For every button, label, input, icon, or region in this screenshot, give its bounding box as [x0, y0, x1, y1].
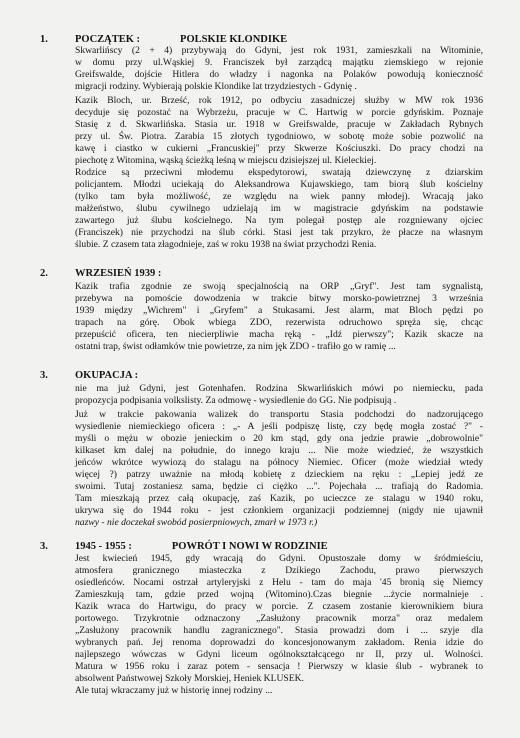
text-line: absolwent Państwowej Szkoły Morskiej, Heniek KLUSEK. — [75, 673, 304, 684]
section-title-main: POCZĄTEK : — [75, 34, 141, 45]
text-line: Kazik trafia zgodnie ze swoją specjalnością na ORP „Gryf". Jest tam sygnalistą, — [75, 281, 483, 292]
text-line: Zamieszkują tam, gdzie przed wojną (Witomino).Czas biegnie ...życie normalnieje . — [75, 589, 483, 600]
text-line: przepuścić oficera, ten niecierpliwie macha ręką - „Idź pierwszy"; Kazik skacze na — [75, 329, 483, 340]
text-line: (tylko tam była możliwość, ze względu na wiek panny młodej). Wracają jako — [75, 191, 483, 202]
text-line: Jest kwiecień 1945, gdy wracają do Gdyni. Opustoszałe domy w śródmieściu, — [75, 553, 483, 564]
text-line: policjantem. Młodzi uciekają do Aleksandrowa Kujawskiego, tam biorą ślub kościelny — [75, 179, 483, 190]
text-line: najlepszego wówczas w Gdyni liceum ogólnokształcącego nr II, przy ul. Wolności. — [75, 649, 483, 660]
text-line: Stasię z d. Skwarlińska. Stasia ur. 1918 w Greifswalde, pracuje w Zakładach Rybnych — [75, 119, 483, 130]
section-title: OKUPACJA : — [75, 370, 139, 381]
text-line: jeńców wkrótce wywiozą do stalagu na północy Niemiec. Oficer (może wiedział wtedy — [75, 457, 483, 468]
text-line: zawartego już ślubu kościelnego. Na tym polegał postęp ale rozgniewany ojciec — [75, 215, 483, 226]
text-line: kawę i ciastko w cukierni „Francuskiej" przy Skwerze Kościuszki. Do pracy chodzi na — [75, 143, 483, 154]
section-number: 2. — [40, 268, 48, 279]
text-line: atmosfera granicznego miasteczka z Dzikiego Zachodu, prawo pierwszych — [75, 565, 483, 576]
text-line: więcej ?) patrzy uważnie na młodą kobietę z dzieckiem na ręku : „Lepiej jedź ze — [75, 469, 483, 480]
text-line: decyduje się pozostać na Wybrzeżu, pracuje w C. Hartwig w porcie gdyńskim. Poznaje — [75, 107, 483, 118]
text-line: piechotę z Witomina, wąską ścieżką leśną w miejscu dzisiejszej ul. Kieleckiej. — [75, 155, 377, 166]
text-line: Rodzice są przeciwni młodemu ekspedytorowi, swatają dziewczynę z dziarskim — [75, 167, 483, 178]
text-line: Ale tutaj wkraczamy już w historię innej rodziny ... — [75, 685, 273, 696]
text-line: wysiedlenie niemieckiego oficera : „- A jeśli podpiszę listę, czy będę mogła zostać ?" - — [75, 421, 483, 432]
section-title-sub: POWRÓT I NOWI W RODZINIE — [171, 541, 328, 552]
text-line: „Zasłużony pracownik handlu zagranicznego". Stasia prowadzi dom i ... szyje dla — [75, 625, 483, 636]
section-title: WRZESIEŃ 1939 : — [75, 268, 162, 279]
text-line: Kazik wraca do Hartwigu, do pracy w porcie. Z czasem zostanie kierownikiem biura — [75, 601, 483, 612]
text-line: kilkaset km dalej na południe, do innego kraju ... Nie może wiedzieć, że wszystkich — [75, 445, 483, 456]
text-line: 1939 między „Wichrem" i „Gryfem" a Stukasami. Jest alarm, mat Bloch pędzi po — [75, 305, 483, 316]
text-line: (Franciszek) nie przychodzi na ślub córki. Stasi jest tak przykro, że płacze na własnym — [75, 227, 483, 238]
text-line: myśli o mężu w obozie jenieckim o 20 km stąd, gdy ona jedzie prawie „dobrowolnie" — [75, 433, 483, 444]
text-line: nazwy - nie doczekał swobód posierpniowych, zmarł w 1973 r.) — [75, 517, 318, 528]
text-line: nie ma już Gdyni, jest Gotenhafen. Rodzina Skwarlińskich mówi po niemiecku, pada — [75, 383, 483, 394]
section-number: 3. — [40, 541, 48, 552]
text-line: swoimi. Tutaj zostaniesz sama, będzie ci ciężko ...". Pojechała ... trafiają do Radomia. — [75, 481, 483, 492]
text-line: Greifswalde, dojście Hitlera do władzy i nagonka na Polaków powodują konieczność — [75, 69, 483, 80]
text-line: osiedleńców. Nocami ostrzał artyleryjski z Helu - tam do maja '45 bronią się Niemcy — [75, 577, 483, 588]
text-line: Już w trakcie pakowania walizek do transportu Stasia podchodzi do nadzorującego — [75, 409, 483, 420]
section-title-sub: POLSKIE KLONDIKE — [180, 34, 288, 45]
text-line: przebywa na pomoście dowodzenia w trakcie bitwy morsko-powietrznej 3 września — [75, 293, 483, 304]
text-line: portowego. Trzykrotnie odznaczony „Zasłużony pracownik morza" oraz medalem — [75, 613, 483, 624]
text-line: Kazik Bloch, ur. Brześć, rok 1912, po odbyciu zasadniczej służby w MW rok 1936 — [75, 95, 483, 106]
text-line: Tam mieszkają przez całą okupację, zaś Kazik, po ucieczce ze stalagu w 1940 roku, — [75, 493, 483, 504]
text-line: Matura w 1956 roku i zaraz potem - sensacja ! Pierwszy w klasie ślub - wybranek to — [75, 661, 483, 672]
text-line: ślubie. Z czasem tata złagodnieje, zaś w roku 1938 na świat przychodzi Renia. — [75, 239, 377, 250]
section-title-main: 1945 - 1955 : — [75, 541, 132, 552]
section-title — [75, 34, 287, 45]
section-number: 1. — [40, 34, 48, 45]
section-number: 3. — [40, 370, 48, 381]
text-line: Skwarlińscy (2 + 4) przybywają do Gdyni, jest rok 1931, zamieszkali na Witominie, — [75, 45, 483, 56]
text-line: propozycja podpisania volkslisty. Za odmowę - wysiedlenie do GG. Nie podpisują . — [75, 395, 397, 406]
text-line: wybranych pań. Jej renoma doprowadzi do koncesjonowanym zakładom. Renia idzie do — [75, 637, 483, 648]
text-line: w domu przy ul.Wąskiej 9. Franciszek był zarządcą majątku ziemskiego w rejonie — [75, 57, 483, 68]
text-line: trapach na górę. Obok wbiega ZDO, rezerwista odruchowo spręża się, chcąc — [75, 317, 483, 328]
text-line: ukrywa się do 1944 roku - jest członkiem organizacji podziemnej (nigdy nie ujawnił — [75, 505, 483, 516]
text-line: migracji rodziny. Wybierają polskie Klondike lat trzydziestych - Gdynię . — [75, 81, 357, 92]
text-line: przy ul. Św. Piotra. Zarabia 15 złotych tygodniowo, w sobotę może sobie pozwolić na — [75, 131, 483, 142]
text-line: ostatni trap, świst odłamków tnie powietrze, za nim jęk ZDO - trafiło go w ramię ... — [75, 341, 396, 352]
section-title — [75, 541, 328, 552]
text-line: małżeństwo, ślubu cywilnego udzielają im w magistracie gdyńskim na podstawie — [75, 203, 483, 214]
